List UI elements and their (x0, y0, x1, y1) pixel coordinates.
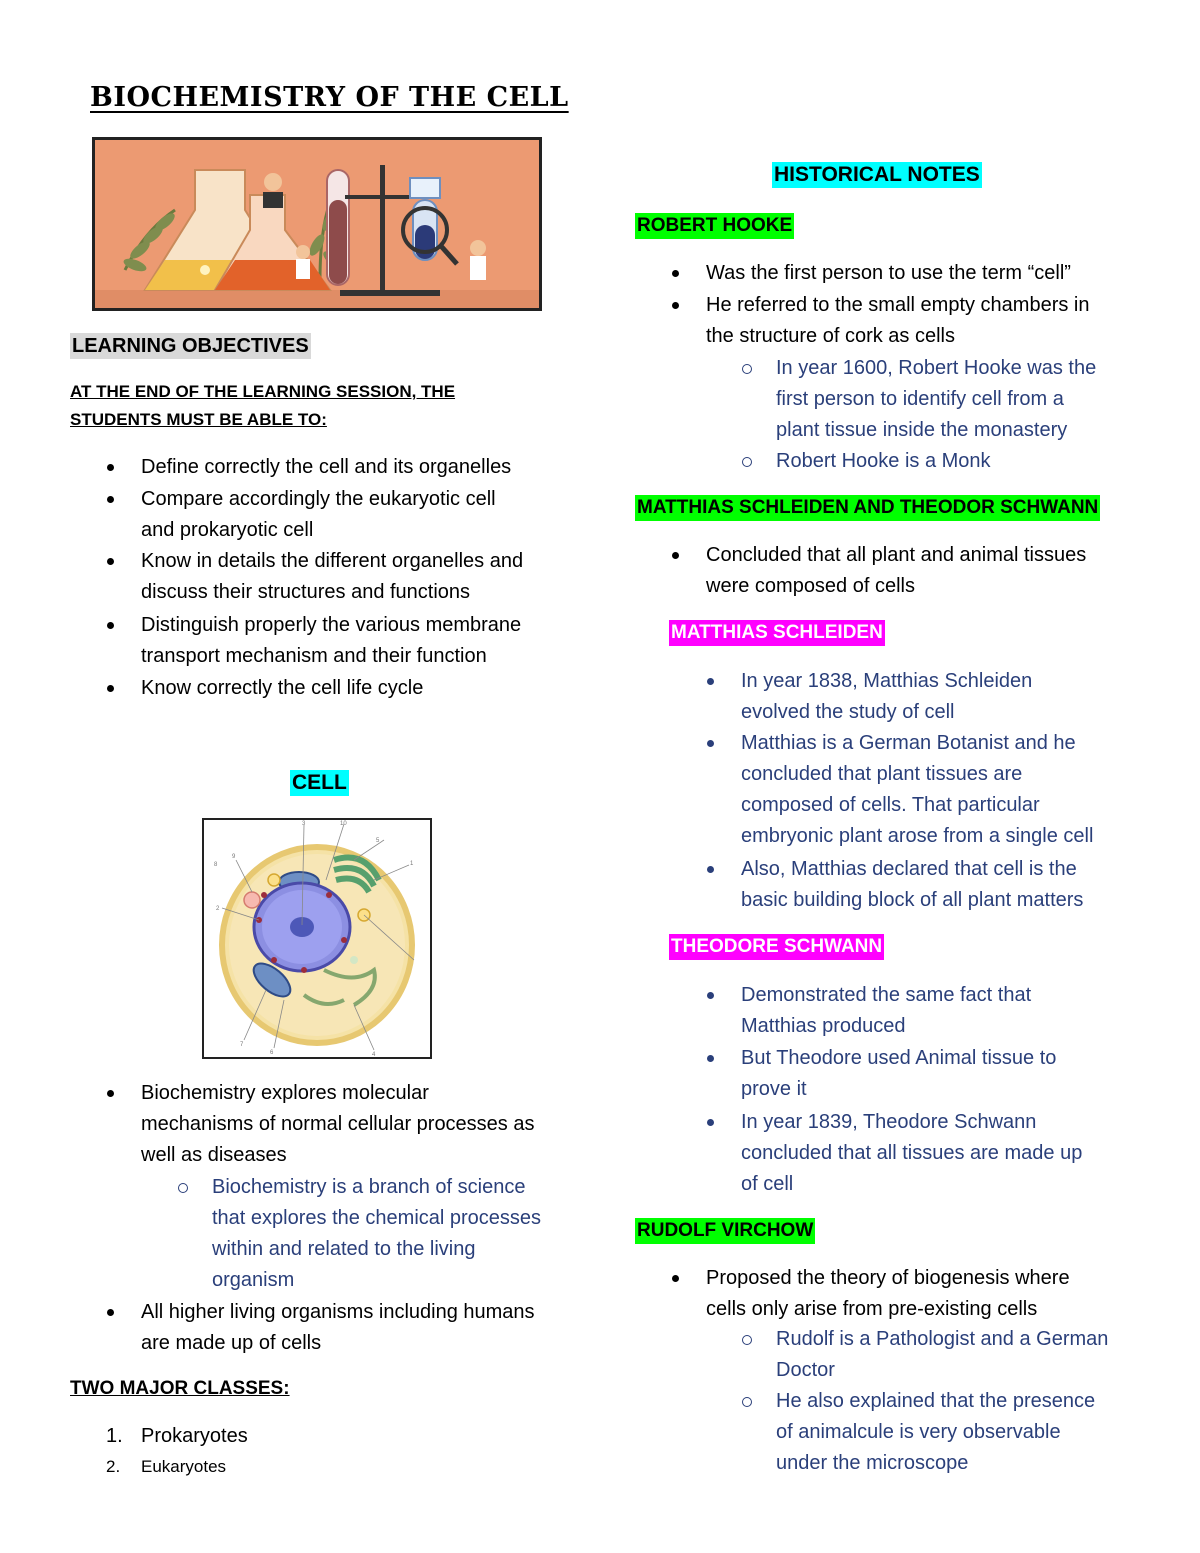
virchow-sub-bullet: Rudolf is a Pathologist and a German Doctor (776, 1324, 1108, 1386)
figure-label: 10 (340, 821, 347, 827)
figure-label: 3 (302, 821, 306, 827)
cell-bullet: Biochemistry explores molecular mechanisms of normal cellular processes as well as diseases (141, 1078, 535, 1171)
lab-banner-illustration (92, 137, 542, 311)
learning-objectives-heading: LEARNING OBJECTIVES (72, 335, 309, 357)
class-eukaryotes: Eukaryotes (141, 1457, 227, 1476)
cell-diagram (202, 818, 432, 1059)
class-prokaryotes: Prokaryotes (141, 1425, 248, 1447)
theodore-schwann-heading: THEODORE SCHWANN (669, 934, 884, 960)
hooke-bullet: He referred to the small empty chambers in the structure of cork as cells (706, 290, 1090, 352)
hooke-sub-bullet: In year 1600, Robert Hooke was the first person to identify cell from a plant tissue inside the monastery (776, 353, 1096, 446)
figure-label: 6 (270, 1050, 274, 1056)
session-intro-line2: STUDENTS MUST BE ABLE TO: (70, 410, 327, 429)
animal-cell-image (204, 820, 430, 1057)
class-number: 2. (106, 1457, 121, 1476)
cell-heading: CELL (292, 771, 347, 794)
objective-item: Distinguish properly the various membrane transport mechanism and their function (141, 610, 521, 672)
schleiden-bullet: In year 1838, Matthias Schleiden evolved the study of cell (741, 666, 1032, 728)
virchow-bullet: Proposed the theory of biogenesis where cells only arise from pre-existing cells (706, 1263, 1070, 1325)
session-intro-line1: AT THE END OF THE LEARNING SESSION, THE (70, 382, 456, 401)
hooke-sub-bullet: Robert Hooke is a Monk (776, 446, 991, 477)
cell-bullet: All higher living organisms including humans are made up of cells (141, 1297, 535, 1359)
figure-label: 7 (240, 1042, 244, 1048)
virchow-sub-bullet: He also explained that the presence of animalcule is very observable under the microscope (776, 1386, 1095, 1479)
robert-hooke-heading: ROBERT HOOKE (635, 213, 794, 239)
schleiden-bullet: Also, Matthias declared that cell is the basic building block of all plant matters (741, 854, 1083, 916)
schwann-bullet: Demonstrated the same fact that Matthias produced (741, 980, 1031, 1042)
class-number: 1. (106, 1425, 123, 1447)
schleiden-bullet: Matthias is a German Botanist and he concluded that plant tissues are composed of cells. That particular embryonic plant arose from a single cell (741, 728, 1093, 852)
matthias-schleiden-heading: MATTHIAS SCHLEIDEN (669, 620, 885, 646)
rudolf-virchow-heading: RUDOLF VIRCHOW (635, 1218, 815, 1244)
schwann-bullet: In year 1839, Theodore Schwann concluded that all tissues are made up of cell (741, 1107, 1082, 1200)
page-title: BIOCHEMISTRY OF THE CELL (90, 82, 569, 113)
schwann-bullet: But Theodore used Animal tissue to prove it (741, 1043, 1056, 1105)
objective-item: Compare accordingly the eukaryotic cell and prokaryotic cell (141, 484, 496, 546)
figure-label: 4 (372, 1052, 376, 1057)
schleiden-schwann-heading: MATTHIAS SCHLEIDEN AND THEODOR SCHWANN (635, 495, 1100, 521)
figure-label: 8 (214, 862, 218, 868)
figure-label: 9 (232, 854, 236, 860)
figure-label: 2 (216, 906, 220, 912)
objective-item: Know correctly the cell life cycle (141, 673, 423, 704)
objective-item: Know in details the different organelles and discuss their structures and functions (141, 546, 523, 608)
schleiden-schwann-bullet: Concluded that all plant and animal tissues were composed of cells (706, 540, 1086, 602)
historical-notes-heading: HISTORICAL NOTES (774, 163, 980, 186)
figure-label: 5 (376, 838, 380, 844)
two-major-classes-heading: TWO MAJOR CLASSES: (70, 1378, 290, 1399)
objective-item: Define correctly the cell and its organelles (141, 452, 511, 483)
figure-label: 1 (410, 861, 414, 867)
lab-flasks-image (95, 140, 539, 308)
cell-sub-bullet: Biochemistry is a branch of science that explores the chemical processes within and related to the living organism (212, 1172, 541, 1296)
hooke-bullet: Was the first person to use the term “cell” (706, 258, 1071, 289)
